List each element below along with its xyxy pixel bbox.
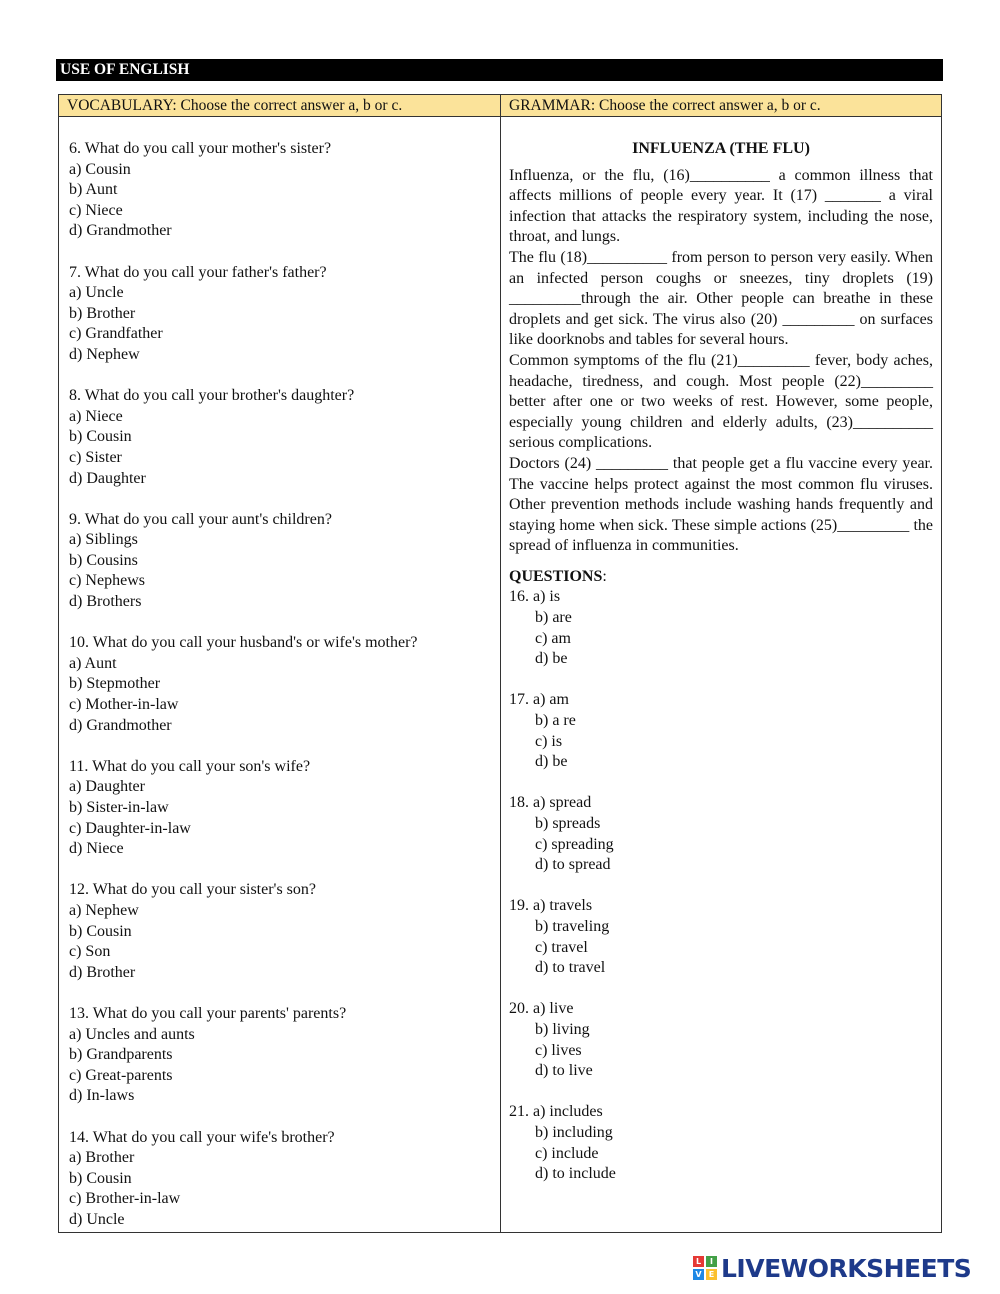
- answer-option[interactable]: c) Niece: [69, 201, 123, 219]
- vocabulary-question: [69, 1004, 489, 1107]
- answer-option[interactable]: b) Cousins: [69, 551, 138, 569]
- answer-option[interactable]: d) Brothers: [69, 593, 142, 611]
- vocabulary-question: [69, 263, 489, 366]
- answer-option[interactable]: c) Daughter-in-law: [69, 819, 191, 837]
- vocabulary-question: [69, 880, 489, 983]
- answer-option[interactable]: b) Cousin: [69, 922, 132, 940]
- answer-option[interactable]: c) am: [535, 629, 571, 647]
- passage-paragraph: Common symptoms of the flu (21)_________ fever, body aches, headache, tiredness, and cough. Most people (22)_________ better after one or two weeks of rest. However, some people, especially young children and elderly adults, (23)__________ serious complications.: [509, 351, 933, 452]
- vocabulary-header: VOCABULARY: Choose the correct answer a, b or c.: [59, 95, 501, 117]
- grammar-question: [509, 690, 933, 772]
- grammar-question: [509, 896, 933, 978]
- column-divider: [500, 117, 501, 1232]
- answer-option[interactable]: b) Grandparents: [69, 1046, 173, 1064]
- section-title: USE OF ENGLISH: [56, 59, 943, 81]
- answer-option[interactable]: b) Sister-in-law: [69, 799, 169, 816]
- answer-option[interactable]: d) Brother: [69, 963, 136, 981]
- question-text: 13. What do you call your parents' parents?: [69, 1004, 347, 1022]
- logo-tile: V: [693, 1269, 704, 1280]
- answer-option[interactable]: b) a re: [535, 712, 576, 730]
- answer-option[interactable]: c) spreading: [535, 835, 614, 853]
- vocabulary-question: [69, 1128, 489, 1231]
- question-text: 11. What do you call your son's wife?: [69, 757, 311, 775]
- worksheet-table: [58, 94, 942, 1233]
- grammar-questions: [509, 587, 933, 1184]
- answer-option[interactable]: b) traveling: [535, 917, 610, 935]
- answer-option[interactable]: a) Nephew: [69, 901, 139, 919]
- answer-option[interactable]: c) travel: [535, 938, 588, 956]
- passage-paragraph: Doctors (24) _________ that people get a flu vaccine every year. The vaccine helps protect against the most common flu viruses. Other prevention methods include washing hands frequently and staying home when sick. These simple actions (25)_________ the spread of influenza in communities.: [509, 454, 933, 555]
- answer-option[interactable]: 20. a) live: [509, 1000, 574, 1018]
- question-text: 14. What do you call your wife's brother?: [69, 1128, 335, 1146]
- question-text: 9. What do you call your aunt's children?: [69, 510, 332, 528]
- answer-option[interactable]: b) including: [535, 1123, 613, 1141]
- answer-option[interactable]: b) Brother: [69, 304, 136, 322]
- question-text: 6. What do you call your mother's sister?: [69, 140, 332, 157]
- answer-option[interactable]: d) Grandmother: [69, 222, 172, 240]
- answer-option[interactable]: c) is: [535, 732, 563, 750]
- answer-option[interactable]: c) Nephews: [69, 572, 145, 590]
- logo-text: LIVEWORKSHEETS: [721, 1253, 972, 1283]
- logo-tile: L: [693, 1256, 704, 1267]
- vocabulary-question: [69, 139, 489, 242]
- vocabulary-question: [69, 386, 489, 489]
- logo-tile: I: [706, 1256, 717, 1267]
- answer-option[interactable]: a) Siblings: [69, 531, 138, 549]
- answer-option[interactable]: c) Brother-in-law: [69, 1190, 181, 1208]
- answer-option[interactable]: a) Niece: [69, 407, 123, 425]
- passage-title: INFLUENZA (THE FLU): [632, 140, 810, 157]
- answer-option[interactable]: d) Uncle: [69, 1210, 125, 1228]
- answer-option[interactable]: a) Uncle: [69, 284, 124, 302]
- vocabulary-question: [69, 757, 489, 860]
- answer-option[interactable]: d) to live: [535, 1062, 593, 1080]
- answer-option[interactable]: b) living: [535, 1020, 590, 1038]
- answer-option[interactable]: d) Nephew: [69, 345, 140, 363]
- answer-option[interactable]: d) Daughter: [69, 469, 146, 487]
- liveworksheets-logo: [693, 1252, 971, 1284]
- answer-option[interactable]: a) Brother: [69, 1149, 135, 1167]
- answer-option[interactable]: c) Son: [69, 943, 111, 961]
- answer-option[interactable]: d) to include: [535, 1165, 616, 1183]
- answer-option[interactable]: c) Mother-in-law: [69, 696, 179, 714]
- answer-option[interactable]: 17. a) am: [509, 691, 569, 709]
- grammar-column: [509, 139, 933, 1205]
- answer-option[interactable]: c) include: [535, 1144, 599, 1162]
- answer-option[interactable]: d) In-laws: [69, 1087, 135, 1105]
- vocabulary-column: [69, 139, 489, 1251]
- answer-option[interactable]: c) Sister: [69, 448, 122, 466]
- logo-tile: E: [706, 1269, 717, 1280]
- answer-option[interactable]: b) are: [535, 609, 572, 627]
- answer-option[interactable]: b) spreads: [535, 815, 601, 832]
- answer-option[interactable]: c) Great-parents: [69, 1066, 173, 1084]
- answer-option[interactable]: b) Stepmother: [69, 675, 161, 693]
- passage-paragraph: Influenza, or the flu, (16)__________ a common illness that affects millions of people every year. It (17) _______ a viral infection that attacks the respiratory system, including the nose, throat, and lungs.: [509, 166, 933, 246]
- grammar-question: [509, 793, 933, 875]
- grammar-question: [509, 1102, 933, 1184]
- logo-mark-icon: [693, 1256, 717, 1280]
- answer-option[interactable]: a) Cousin: [69, 160, 131, 178]
- answer-option[interactable]: d) Niece: [69, 840, 124, 858]
- answer-option[interactable]: d) be: [535, 753, 568, 771]
- answer-option[interactable]: a) Uncles and aunts: [69, 1025, 195, 1043]
- answer-option[interactable]: 21. a) includes: [509, 1103, 603, 1121]
- answer-option[interactable]: d) to travel: [535, 959, 606, 977]
- grammar-header: GRAMMAR: Choose the correct answer a, b or c.: [501, 95, 941, 117]
- answer-option[interactable]: a) Daughter: [69, 778, 145, 796]
- answer-option[interactable]: c) lives: [535, 1041, 582, 1059]
- grammar-question: [509, 999, 933, 1081]
- answer-option[interactable]: c) Grandfather: [69, 325, 163, 343]
- passage-paragraph: The flu (18)__________ from person to person very easily. When an infected person coughs or sneezes, tiny droplets (19) _________through the air. Other people can breathe in these droplets and get sick. The virus also (20) _________ on surfaces like doorknobs and tables for several hours.: [509, 248, 933, 349]
- answer-option[interactable]: b) Aunt: [69, 181, 118, 199]
- question-text: 12. What do you call your sister's son?: [69, 881, 316, 899]
- answer-option[interactable]: b) Cousin: [69, 1169, 132, 1187]
- answer-option[interactable]: a) Aunt: [69, 654, 117, 672]
- answer-option[interactable]: d) be: [535, 650, 568, 668]
- answer-option[interactable]: d) to spread: [535, 856, 611, 874]
- answer-option[interactable]: 18. a) spread: [509, 794, 592, 812]
- answer-option[interactable]: 19. a) travels: [509, 897, 593, 915]
- question-text: 7. What do you call your father's father?: [69, 263, 327, 281]
- answer-option[interactable]: b) Cousin: [69, 428, 132, 446]
- answer-option[interactable]: d) Grandmother: [69, 716, 172, 734]
- questions-label: QUESTIONS:: [509, 567, 607, 585]
- question-text: 8. What do you call your brother's daughter?: [69, 387, 355, 405]
- answer-option[interactable]: 16. a) is: [509, 588, 561, 606]
- question-text: 10. What do you call your husband's or wife's mother?: [69, 634, 418, 652]
- vocabulary-question: [69, 633, 489, 736]
- vocabulary-question: [69, 510, 489, 613]
- grammar-question: [509, 587, 933, 669]
